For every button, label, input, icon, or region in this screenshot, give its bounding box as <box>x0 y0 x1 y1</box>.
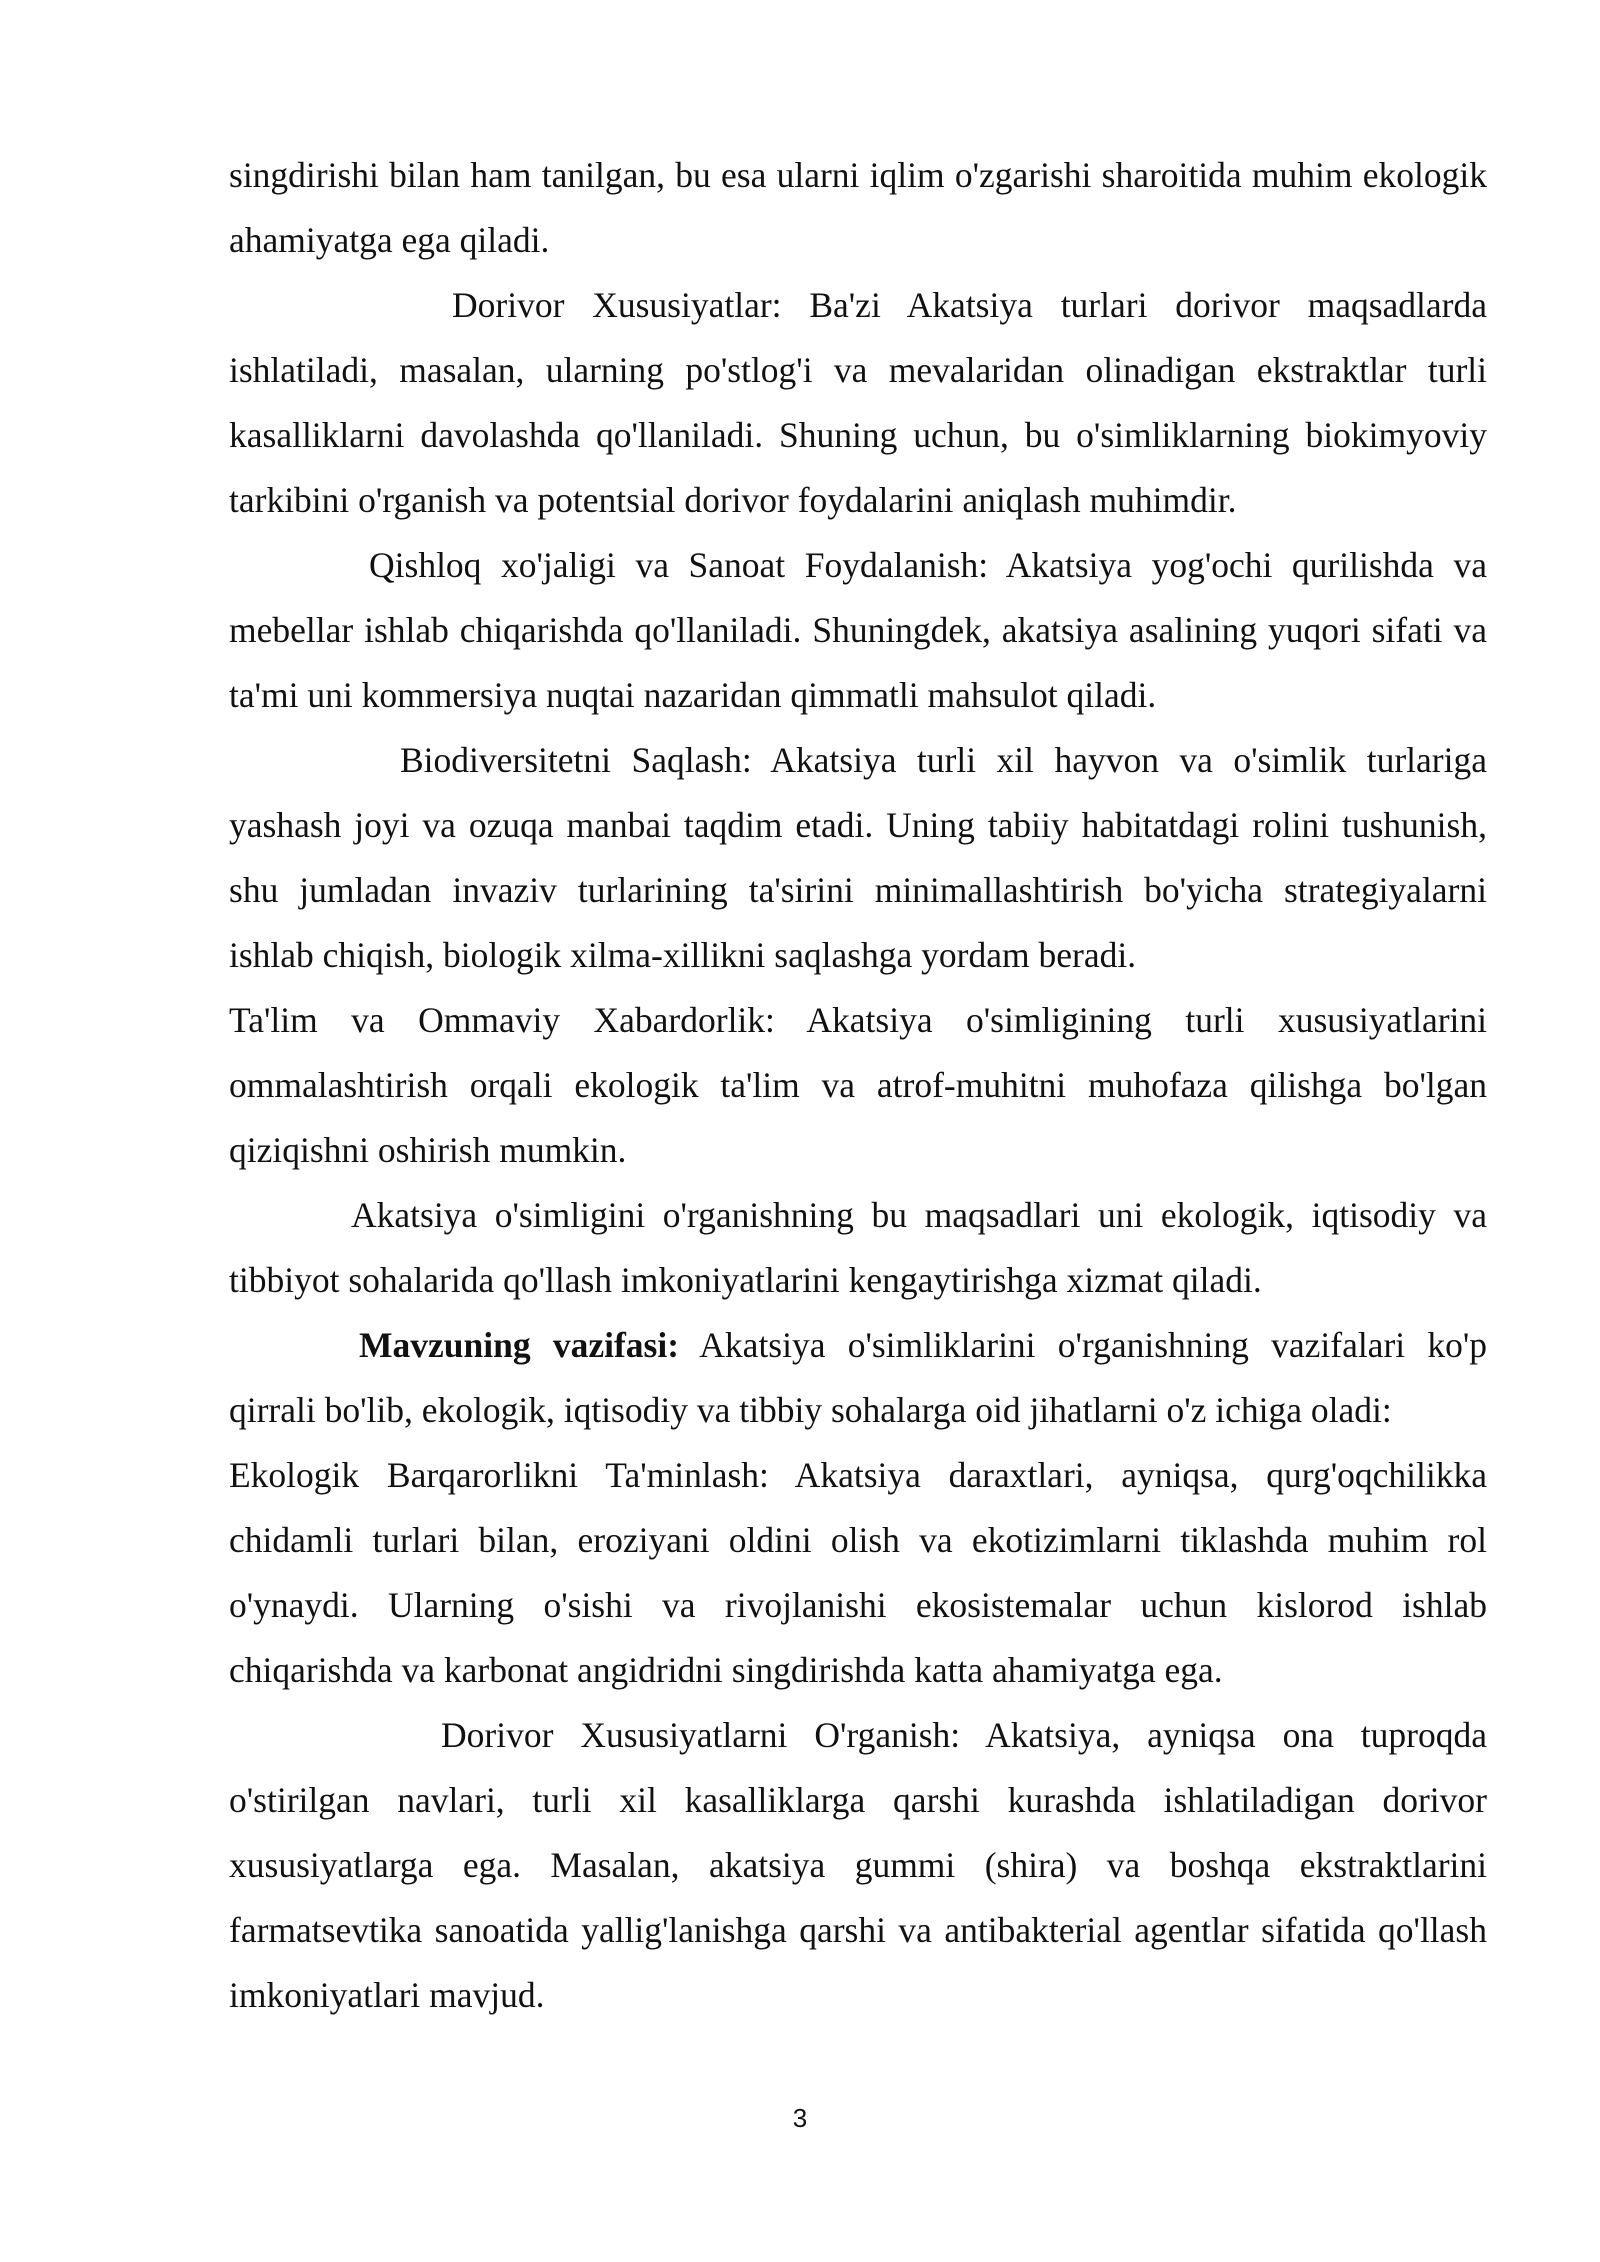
paragraph-goals-summary: Akatsiya o'simligini o'rganishning bu maqsadlari uni ekologik, iqtisodiy va tibbiyot sohalarida qo'llash imkoniyatlarini kengaytirishga xizmat qiladi. <box>229 1195 1487 1300</box>
paragraph-continuation: singdirishi bilan ham tanilgan, bu esa ularni iqlim o'zgarishi sharoitida muhim ekologik ahamiyatga ega qiladi. <box>229 155 1487 260</box>
paragraph-medicinal-study: Dorivor Xususiyatlarni O'rganish: Akatsiya, ayniqsa ona tuproqda o'stirilgan navlari, turli xil kasalliklarga qarshi kurashda ishlatiladigan dorivor xususiyatlarga ega. Masalan, akatsiya gummi (shira) va boshqa ekstraktlarini farmatsevtika sanoatida yallig'lanishga qarshi va antibakterial agentlar sifatida qo'llash imkoniyatlari mavjud. <box>229 1715 1487 2015</box>
document-body <box>229 143 1487 2028</box>
page-number: 3 <box>792 2103 808 2133</box>
paragraph-ecological-stability: Ekologik Barqarorlikni Ta'minlash: Akatsiya daraxtlari, ayniqsa, qurg'oqchilikka chidamli turlari bilan, eroziyani oldini olish va ekotizimlarni tiklashda muhim rol o'ynaydi. Ularning o'sishi va rivojlanishi ekosistemalar uchun kislorod ishlab chiqarishda va karbonat angidridni singdirishda katta ahamiyatga ega. <box>229 1455 1487 1690</box>
paragraph-biodiversity: Biodiversitetni Saqlash: Akatsiya turli xil hayvon va o'simlik turlariga yashash joyi va ozuqa manbai taqdim etadi. Uning tabiiy habitatdagi rolini tushunish, shu jumladan invaziv turlarining ta'sirini minimallashtirish bo'yicha strategiyalarni ishlab chiqish, biologik xilma-xillikni saqlashga yordam beradi. <box>229 740 1487 975</box>
paragraph-education-awareness: Ta'lim va Ommaviy Xabardorlik: Akatsiya o'simligining turli xususiyatlarini ommalashtirish orqali ekologik ta'lim va atrof-muhitni muhofaza qilishga bo'lgan qiziqishni oshirish mumkin. <box>229 1000 1487 1170</box>
paragraph-tasks <box>229 1313 1487 1443</box>
paragraph-medicinal-properties: Dorivor Xususiyatlar: Ba'zi Akatsiya turlari dorivor maqsadlarda ishlatiladi, masalan, ularning po'stlog'i va mevalaridan olinadigan ekstraktlar turli kasalliklarni davolashda qo'llaniladi. Shuning uchun, bu o'simliklarning biokimyoviy tarkibini o'rganish va potentsial dorivor foydalarini aniqlash muhimdir. <box>229 285 1487 520</box>
task-text: Akatsiya o'simliklarini o'rganishning vazifalari ko'p qirrali bo'lib, ekologik, iqtisodiy va tibbiy sohalarga oid jihatlarni o'z ichiga oladi: <box>229 1325 1487 1430</box>
task-heading: Mavzuning vazifasi: <box>359 1325 680 1365</box>
paragraph-agriculture-industry: Qishloq xo'jaligi va Sanoat Foydalanish: Akatsiya yog'ochi qurilishda va mebellar ishlab chiqarishda qo'llaniladi. Shuningdek, akatsiya asalining yuqori sifati va ta'mi uni kommersiya nuqtai nazaridan qimmatli mahsulot qiladi. <box>229 545 1487 715</box>
